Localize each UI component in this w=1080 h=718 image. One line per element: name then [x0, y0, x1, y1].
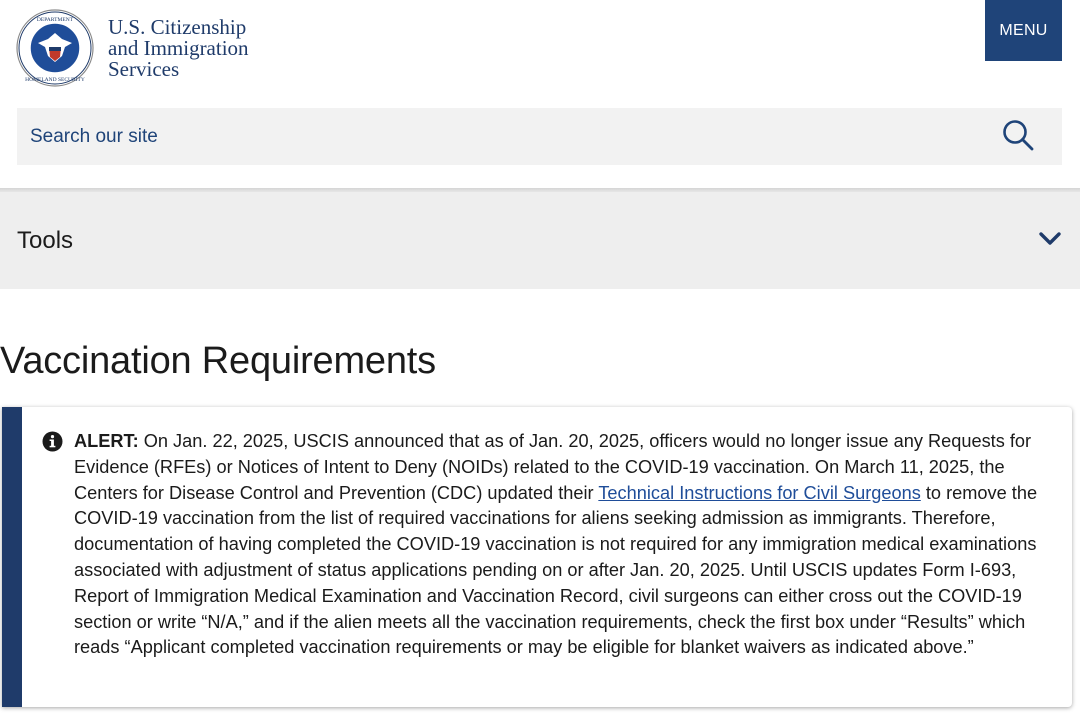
wordmark-line-2: and Immigration — [108, 36, 249, 60]
site-header — [0, 0, 1080, 190]
svg-text:DEPARTMENT: DEPARTMENT — [36, 17, 74, 23]
chevron-down-icon[interactable] — [1038, 231, 1062, 247]
search-bar — [17, 108, 1062, 165]
alert-message — [74, 429, 1059, 661]
alert-text-part-1: On Jan. 22, 2025, USCIS announced that as of Jan. 20, 2025, officers would no longer issue any Requests for Evidence (RFEs) or Notices of Intent to Deny (NOIDs) related to the COVID-19 vaccination. On March 11, 2025, the Centers for Disease Control and Prevention (CDC) updated their — [74, 431, 1032, 503]
dhs-seal-icon[interactable] — [16, 9, 94, 87]
search-icon[interactable] — [1001, 118, 1035, 152]
alert-label: ALERT: — [74, 431, 139, 451]
alert-text-part-2: to remove the COVID-19 vaccination from the list of required vaccinations for aliens seeking admission as immigrants. Therefore, documentation of having completed the COVID-19 vaccination is not required for any immigration medical examinations associated with adjustment of status applications pending on or after Jan. 20, 2025. Until USCIS updates Form I-693, Report of Immigration Medical Examination and Vaccination Record, civil surgeons can either cross out the COVID-19 section or write “N/A,” and if the alien meets all the vaccination requirements, check the first box under “Results” which reads “Applicant completed vaccination requirements or may be eligible for blanket waivers as indicated above.” — [74, 482, 1038, 658]
tools-accordion[interactable] — [0, 192, 1080, 289]
tools-label: Tools — [17, 227, 74, 254]
info-icon — [42, 431, 63, 452]
menu-button[interactable]: MENU — [985, 0, 1062, 61]
agency-wordmark[interactable] — [108, 17, 249, 80]
svg-text:HOMELAND SECURITY: HOMELAND SECURITY — [25, 77, 85, 83]
search-input[interactable] — [17, 108, 997, 165]
page-title: Vaccination Requirements — [0, 340, 436, 382]
wordmark-line-3: Services — [108, 57, 180, 81]
technical-instructions-link[interactable]: Technical Instructions for Civil Surgeons — [598, 482, 921, 503]
wordmark-line-1: U.S. Citizenship — [108, 15, 247, 39]
